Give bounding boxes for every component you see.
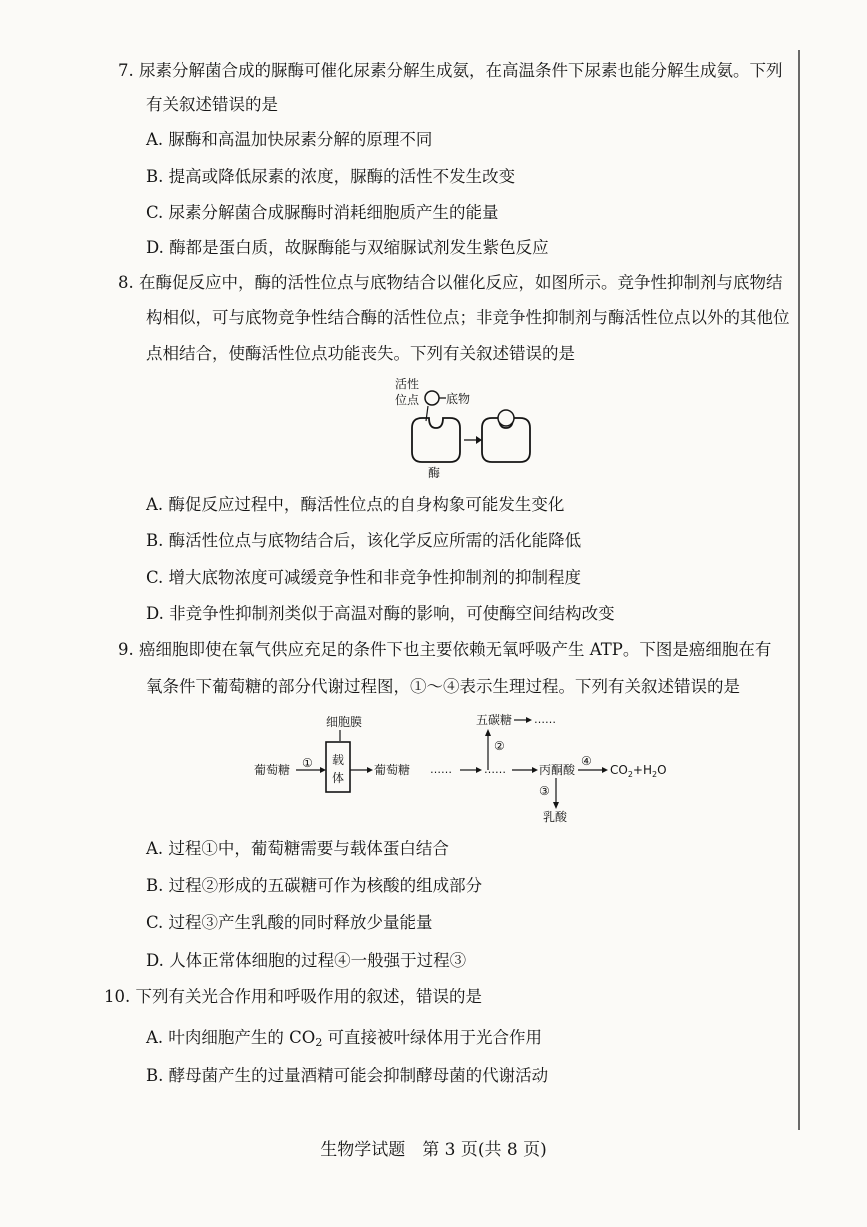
substrate-circle [425, 391, 439, 405]
q9-option-c: C. 过程③产生乳酸的同时释放少量能量 [146, 913, 433, 932]
page-fold-line [798, 50, 800, 1130]
process-3-label: ③ [539, 784, 550, 798]
pyruvate-label: 丙酮酸 [539, 763, 576, 777]
q8-stem-line2: 构相似，可与底物竞争性结合酶的活性位点；非竞争性抑制剂与酶活性位点以外的其他位 [146, 308, 790, 327]
pentose-label: 五碳糖 [476, 713, 513, 727]
substrate-label: 底物 [446, 392, 471, 406]
glucose-metabolism-diagram [250, 710, 700, 822]
bound-substrate-circle [498, 410, 514, 426]
arrow-carrier-out-head [367, 767, 373, 773]
lactate-label: 乳酸 [543, 810, 568, 824]
q7-option-d: D. 酶都是蛋白质，故脲酶能与双缩脲试剂发生紫色反应 [146, 238, 549, 257]
q7-stem-line1: 7. 尿素分解菌合成的脲酶可催化尿素分解生成氨，在高温条件下尿素也能分解生成氨。下列 [118, 61, 783, 80]
pentose-dots: …… [534, 713, 556, 726]
arrow-process-4-head [602, 767, 608, 773]
q10-option-a: A. 叶肉细胞产生的 $CO_2$ 可直接被叶绿体用于光合作用 [146, 1028, 543, 1049]
arrow-dots-1-head [476, 767, 482, 773]
page-footer: 生物学试题 第 3 页(共 8 页) [320, 1140, 547, 1160]
enzyme-label: 酶 [428, 466, 441, 480]
q10-stem: 10. 下列有关光合作用和呼吸作用的叙述，错误的是 [104, 987, 482, 1006]
q9-stem-line1: 9. 癌细胞即使在氧气供应充足的条件下也主要依赖无氧呼吸产生 ATP。下图是癌细胞在有 [118, 640, 772, 659]
glucose-outside-label: 葡萄糖 [254, 763, 291, 777]
enzyme-substrate-diagram [380, 374, 540, 480]
q8-stem-line3: 点相结合，使酶活性位点功能丧失。下列有关叙述错误的是 [146, 344, 575, 363]
dots-2: …… [484, 763, 506, 776]
q10-option-b: B. 酵母菌产生的过量酒精可能会抑制酵母菌的代谢活动 [146, 1066, 549, 1085]
q8-option-a: A. 酶促反应过程中，酶活性位点的自身构象可能发生变化 [146, 495, 565, 514]
q8-stem-line1: 8. 在酶促反应中，酶的活性位点与底物结合以催化反应，如图所示。竞争性抑制剂与底物结 [118, 273, 783, 292]
q9-option-d: D. 人体正常体细胞的过程④一般强于过程③ [146, 951, 467, 970]
arrow-pentose-head [526, 717, 532, 723]
enzyme-shape-free [412, 418, 460, 462]
q7-stem-line2: 有关叙述错误的是 [146, 95, 278, 114]
active-site-label-1: 活性 [395, 377, 420, 391]
carrier-char-bottom: 体 [332, 771, 345, 785]
q9-stem-line2: 氧条件下葡萄糖的部分代谢过程图，①～④表示生理过程。下列有关叙述错误的是 [146, 677, 740, 696]
arrow-process-2-head [485, 729, 491, 736]
dots-1: …… [430, 763, 452, 776]
product-co2-h2o: $CO_2+H_2O$ [610, 763, 667, 779]
active-site-label-2: 位点 [395, 393, 420, 407]
q7-option-a: A. 脲酶和高温加快尿素分解的原理不同 [146, 130, 433, 149]
q9-option-a: A. 过程①中，葡萄糖需要与载体蛋白结合 [146, 839, 449, 858]
process-2-label: ② [494, 739, 505, 753]
process-4-label: ④ [581, 754, 592, 768]
arrow-process-3-head [553, 802, 559, 809]
q8-option-b: B. 酶活性位点与底物结合后，该化学反应所需的活化能降低 [146, 531, 582, 550]
q7-option-b: B. 提高或降低尿素的浓度，脲酶的活性不发生改变 [146, 167, 516, 186]
cell-membrane-label: 细胞膜 [326, 715, 363, 729]
q7-option-c: C. 尿素分解菌合成脲酶时消耗细胞质产生的能量 [146, 203, 499, 222]
arrow-process-1-head [320, 767, 326, 773]
q8-option-d: D. 非竞争性抑制剂类似于高温对酶的影响，可使酶空间结构改变 [146, 604, 615, 623]
q8-option-c: C. 增大底物浓度可减缓竞争性和非竞争性抑制剂的抑制程度 [146, 568, 582, 587]
arrow-dots-2-head [532, 767, 538, 773]
process-1-label: ① [302, 756, 313, 770]
carrier-char-top: 载 [332, 753, 345, 767]
glucose-inside-label: 葡萄糖 [374, 763, 411, 777]
q9-option-b: B. 过程②形成的五碳糖可作为核酸的组成部分 [146, 876, 483, 895]
